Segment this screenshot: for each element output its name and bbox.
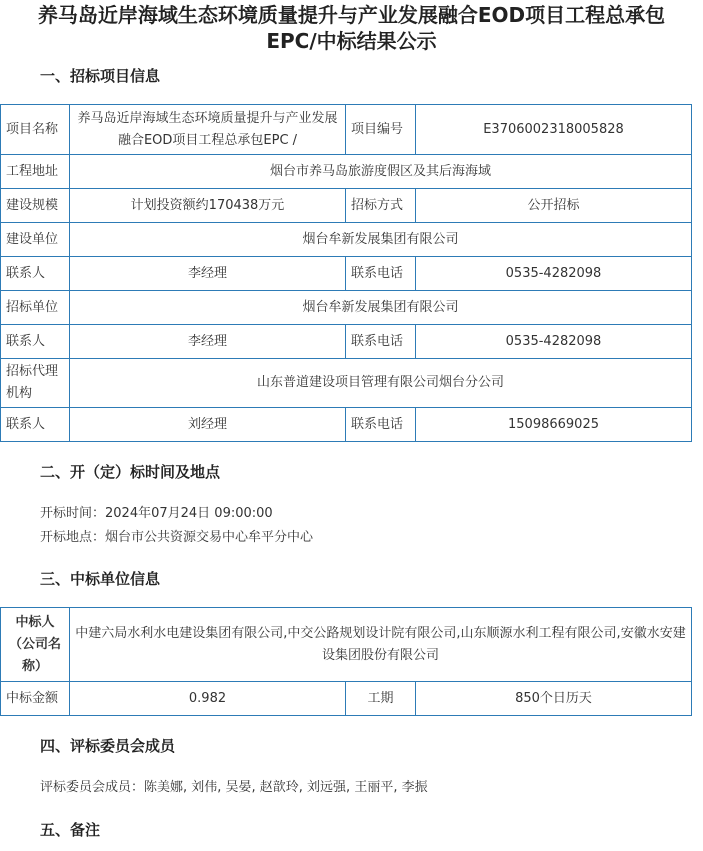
- section-heading-opening: 二、开（定）标时间及地点: [40, 463, 221, 481]
- amount-value: 0.982: [70, 682, 346, 716]
- contact1-value: 李经理: [70, 257, 346, 291]
- section-heading-winner: 三、中标单位信息: [40, 570, 161, 588]
- scale-label: 建设规模: [1, 189, 70, 223]
- project-name-label: 项目名称: [1, 105, 70, 155]
- winner-table: [0, 607, 692, 716]
- method-value: 公开招标: [416, 189, 692, 223]
- builder-value: 烟台牟新发展集团有限公司: [70, 223, 692, 257]
- phone3-label: 联系电话: [346, 408, 416, 442]
- tenderer-label: 招标单位: [1, 291, 70, 325]
- opening-place: 开标地点：烟台市公共资源交易中心牟平分中心: [40, 530, 314, 545]
- method-label: 招标方式: [346, 189, 416, 223]
- winner-value: 中建六局水利水电建设集团有限公司,中交公路规划设计院有限公司,山东顺源水利工程有限公司,安徽水安建设集团股份有限公司: [70, 608, 692, 682]
- project-name-value: 养马岛近岸海域生态环境质量提升与产业发展融合EOD项目工程总承包EPC /: [70, 105, 346, 155]
- table-row: [1, 189, 692, 223]
- table-row: [1, 608, 692, 682]
- section-heading-remarks: 五、备注: [40, 821, 101, 839]
- table-row: [1, 257, 692, 291]
- table-row: [1, 223, 692, 257]
- page-title-line2: EPC/中标结果公示: [266, 29, 437, 53]
- table-row: [1, 359, 692, 408]
- contact2-value: 李经理: [70, 325, 346, 359]
- section-heading-tender-info: 一、招标项目信息: [40, 67, 161, 85]
- amount-label: 中标金额: [1, 682, 70, 716]
- contact2-label: 联系人: [1, 325, 70, 359]
- contact1-label: 联系人: [1, 257, 70, 291]
- period-value: 850个日历天: [416, 682, 692, 716]
- table-row: [1, 291, 692, 325]
- site-label: 工程地址: [1, 155, 70, 189]
- table-row: [1, 155, 692, 189]
- contact3-label: 联系人: [1, 408, 70, 442]
- phone2-value: 0535-4282098: [416, 325, 692, 359]
- table-row: [1, 325, 692, 359]
- scale-value: 计划投资额约170438万元: [70, 189, 346, 223]
- agency-label: 招标代理机构: [1, 359, 70, 408]
- winner-label: 中标人（公司名称）: [1, 608, 70, 682]
- opening-time: 开标时间：2024年07月24日 09:00:00: [40, 506, 273, 521]
- phone2-label: 联系电话: [346, 325, 416, 359]
- contact3-value: 刘经理: [70, 408, 346, 442]
- period-label: 工期: [346, 682, 416, 716]
- phone1-label: 联系电话: [346, 257, 416, 291]
- page-title-line1: 养马岛近岸海域生态环境质量提升与产业发展融合EOD项目工程总承包: [37, 3, 666, 27]
- section-heading-committee: 四、评标委员会成员: [40, 737, 176, 755]
- project-code-value: E3706002318005828: [416, 105, 692, 155]
- phone1-value: 0535-4282098: [416, 257, 692, 291]
- builder-label: 建设单位: [1, 223, 70, 257]
- committee-members: 评标委员会成员：陈美娜, 刘伟, 吴晏, 赵歆玲, 刘远强, 王丽平, 李振: [40, 780, 428, 795]
- agency-value: 山东普道建设项目管理有限公司烟台分公司: [70, 359, 692, 408]
- project-code-label: 项目编号: [346, 105, 416, 155]
- table-row: [1, 408, 692, 442]
- tender-info-table: [0, 104, 692, 442]
- page-title: [0, 2, 703, 54]
- site-value: 烟台市养马岛旅游度假区及其后海海域: [70, 155, 692, 189]
- tenderer-value: 烟台牟新发展集团有限公司: [70, 291, 692, 325]
- phone3-value: 15098669025: [416, 408, 692, 442]
- table-row: [1, 682, 692, 716]
- table-row: [1, 105, 692, 155]
